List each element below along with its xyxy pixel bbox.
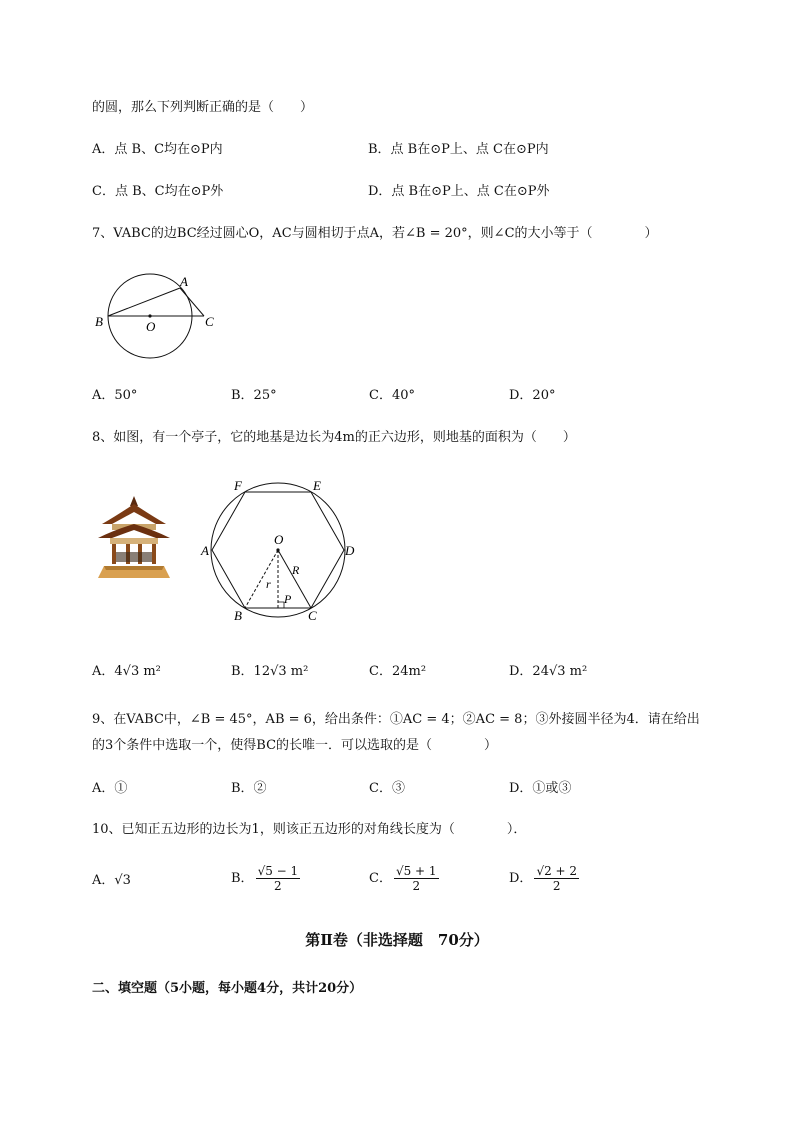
q6-option-d: D．点 B在⊙P上、点 C在⊙P外 <box>368 184 550 199</box>
q10-option-c-prefix: C． <box>369 871 392 886</box>
q10-option-c <box>369 864 439 893</box>
q10-option-d <box>509 864 579 893</box>
q10-option-a-prefix: A． <box>92 873 115 888</box>
q8-stem: 8、如图，有一个亭子，它的地基是边长为4m的正六边形，则地基的面积为（ ） <box>92 430 576 445</box>
q10-option-b-denominator: 2 <box>274 879 282 893</box>
q7-label-b: B <box>95 314 103 329</box>
q7-label-o: O <box>146 319 156 334</box>
q9-option-d: D．①或③ <box>509 781 572 796</box>
q10-option-a-value: √3 <box>114 873 131 888</box>
q10-option-b-prefix: B． <box>231 871 254 886</box>
q8-option-c: C．24m² <box>369 664 427 679</box>
q8-option-d: D．24√3 m² <box>509 664 588 679</box>
q10-option-b-numerator: √5 − 1 <box>257 864 299 878</box>
q10-option-d-numerator: √2 + 2 <box>536 864 578 878</box>
q8-label-d: D <box>345 543 355 558</box>
q8-label-c: C <box>308 608 317 623</box>
q10-option-b <box>231 864 300 893</box>
q9-stem-line2: 的3个条件中选取一个，使得BC的长唯一．可以选取的是（ ） <box>92 738 498 753</box>
q6-stem-tail: 的圆，那么下列判断正确的是（ ） <box>92 100 314 115</box>
q7-option-c: C．40° <box>369 388 415 403</box>
q8-label-f: F <box>234 478 242 493</box>
q10-option-d-denominator: 2 <box>552 879 561 893</box>
q7-figure <box>92 268 232 368</box>
q6-option-a: A．点 B、C均在⊙P内 <box>92 142 223 157</box>
q7-stem: 7、VABC的边BC经过圆心O，AC与圆相切于点A，若∠B = 20°，则∠C的大小等于（ ） <box>92 226 658 241</box>
q9-option-a: A．① <box>92 781 128 796</box>
q8-option-b: B．12√3 m² <box>231 664 309 679</box>
q9-stem-line1: 9、在VABC中，∠B = 45°，AB = 6，给出条件：①AC = 4；②AC = 8；③外接圆半径为4．请在给出 <box>92 712 700 727</box>
q10-option-c-numerator: √5 + 1 <box>395 864 437 878</box>
q8-figure <box>200 478 360 624</box>
q7-label-a: A <box>180 274 188 289</box>
q9-option-b: B．② <box>231 781 267 796</box>
q9-option-c: C．③ <box>369 781 405 796</box>
q8-option-a: A．4√3 m² <box>92 664 161 679</box>
q7-option-d: D．20° <box>509 388 556 403</box>
q8-label-e: E <box>313 478 321 493</box>
q8-label-p: P <box>284 592 292 606</box>
q10-option-c-denominator: 2 <box>412 879 421 893</box>
q8-label-r-lower: r <box>266 577 271 591</box>
q8-label-b: B <box>234 608 242 623</box>
q7-option-a: A．50° <box>92 388 138 403</box>
section-subtitle: 二、填空题（5小题，每小题4分，共计20分） <box>92 981 363 996</box>
q7-option-b: B．25° <box>231 388 277 403</box>
q8-label-r-upper: R <box>292 563 300 577</box>
q8-label-a: A <box>201 543 209 558</box>
section-title: 第Ⅱ卷（非选择题 70分） <box>305 931 489 949</box>
q8-label-o: O <box>274 532 284 547</box>
q7-label-c: C <box>205 314 214 329</box>
q10-option-d-prefix: D． <box>509 871 533 886</box>
q6-option-c: C．点 B、C均在⊙P外 <box>92 184 224 199</box>
q6-option-b: B．点 B在⊙P上、点 C在⊙P内 <box>368 142 549 157</box>
q10-option-a <box>92 872 131 890</box>
q10-stem: 10、已知正五边形的边长为1，则该正五边形的对角线长度为（ ）． <box>92 822 527 837</box>
pavilion-image <box>96 494 172 582</box>
